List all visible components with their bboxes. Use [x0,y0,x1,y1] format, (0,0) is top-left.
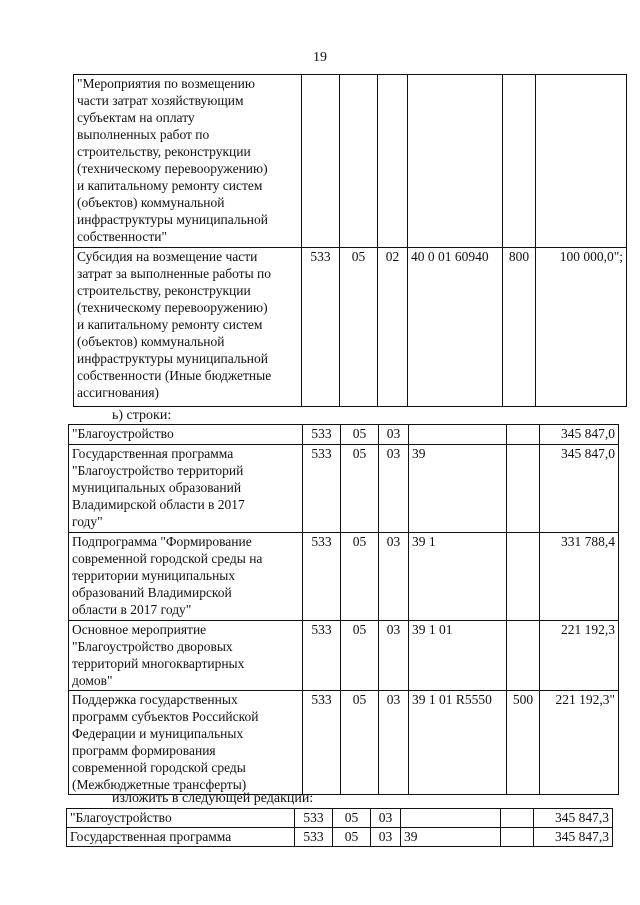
expense-type-cell [507,445,540,533]
ministry-code-cell: 533 [303,691,341,795]
target-article-cell: 39 [401,828,501,847]
ministry-code-cell: 533 [303,533,341,621]
section-heading: изложить в следующей редакции: [112,791,314,806]
page-number: 19 [313,50,327,65]
section-cell: 05 [341,621,379,691]
expense-type-cell: 500 [507,691,540,795]
subsection-cell: 03 [379,621,409,691]
amount-cell: 221 192,3 [540,621,619,691]
budget-table-1 [73,74,627,407]
section-cell: 05 [333,809,371,828]
target-article-cell: 39 1 01 R5550 [409,691,507,795]
row-name-cell: Основное мероприятие "Благоустройство дворовых территорий многоквартирных домов" [69,621,303,691]
subsection-cell: 03 [379,691,409,795]
amount-cell: 345 847,0 [540,425,619,445]
row-name-cell: "Благоустройство [67,809,295,828]
section-cell: 05 [341,445,379,533]
ministry-code-cell: 533 [295,809,333,828]
table-row [74,248,627,407]
table-row [69,445,619,533]
target-article-cell [409,425,507,445]
ministry-code-cell: 533 [303,621,341,691]
amount-cell: 345 847,3 [534,828,613,847]
target-article-cell: 40 0 01 60940 [408,248,503,407]
table-row [69,425,619,445]
amount-cell: 345 847,0 [540,445,619,533]
expense-type-cell [507,533,540,621]
row-name-cell: Подпрограмма "Формирование современной городской среды на территории муниципальных образований Владимирской области в 2017 году" [69,533,303,621]
target-article-cell [408,75,503,248]
table-row [67,809,613,828]
table-row [69,691,619,795]
ministry-code-cell [302,75,340,248]
table-row [69,621,619,691]
subsection-cell: 02 [378,248,408,407]
table-row [74,75,627,248]
ministry-code-cell: 533 [303,445,341,533]
amount-cell: 331 788,4 [540,533,619,621]
target-article-cell: 39 [409,445,507,533]
section-cell: 05 [341,425,379,445]
section-cell: 05 [341,533,379,621]
row-name-cell: Субсидия на возмещение части затрат за выполненные работы по строительству, реконструкции (техническому перевооружению) и капитальному ремонту систем (объектов) коммунальной инфраструктуры муниципальной собственности (Иные бюджетные ассигнования) [74,248,302,407]
amount-cell: 345 847,3 [534,809,613,828]
ministry-code-cell: 533 [303,425,341,445]
subsection-cell [378,75,408,248]
amount-cell [536,75,627,248]
amount-cell: 100 000,0"; [536,248,627,407]
section-cell [340,75,378,248]
section-heading: ь) строки: [112,408,172,423]
expense-type-cell [507,425,540,445]
target-article-cell: 39 1 01 [409,621,507,691]
subsection-cell: 03 [379,445,409,533]
row-name-cell: Государственная программа "Благоустройство территорий муниципальных образований Владимирской области в 2017 году" [69,445,303,533]
row-name-cell: "Мероприятия по возмещению части затрат хозяйствующим субъектам на оплату выполненных работ по строительству, реконструкции (техническому перевооружению) и капитальному ремонту систем (объектов) коммунальной инфраструктуры муниципальной собственности" [74,75,302,248]
expense-type-cell [501,809,534,828]
table-row [67,828,613,847]
row-name-cell: Государственная программа [67,828,295,847]
row-name-cell: Поддержка государственных программ субъектов Российской Федерации и муниципальных программ формирования современной городской среды (Межбюджетные трансферты) [69,691,303,795]
subsection-cell: 03 [371,809,401,828]
budget-table-3 [66,808,613,847]
subsection-cell: 03 [371,828,401,847]
ministry-code-cell: 533 [302,248,340,407]
target-article-cell: 39 1 [409,533,507,621]
table-row [69,533,619,621]
budget-table-2 [68,424,619,795]
section-cell: 05 [340,248,378,407]
section-cell: 05 [341,691,379,795]
expense-type-cell [503,75,536,248]
expense-type-cell [507,621,540,691]
amount-cell: 221 192,3" [540,691,619,795]
expense-type-cell [501,828,534,847]
row-name-cell: "Благоустройство [69,425,303,445]
ministry-code-cell: 533 [295,828,333,847]
subsection-cell: 03 [379,425,409,445]
section-cell: 05 [333,828,371,847]
subsection-cell: 03 [379,533,409,621]
expense-type-cell: 800 [503,248,536,407]
target-article-cell [401,809,501,828]
